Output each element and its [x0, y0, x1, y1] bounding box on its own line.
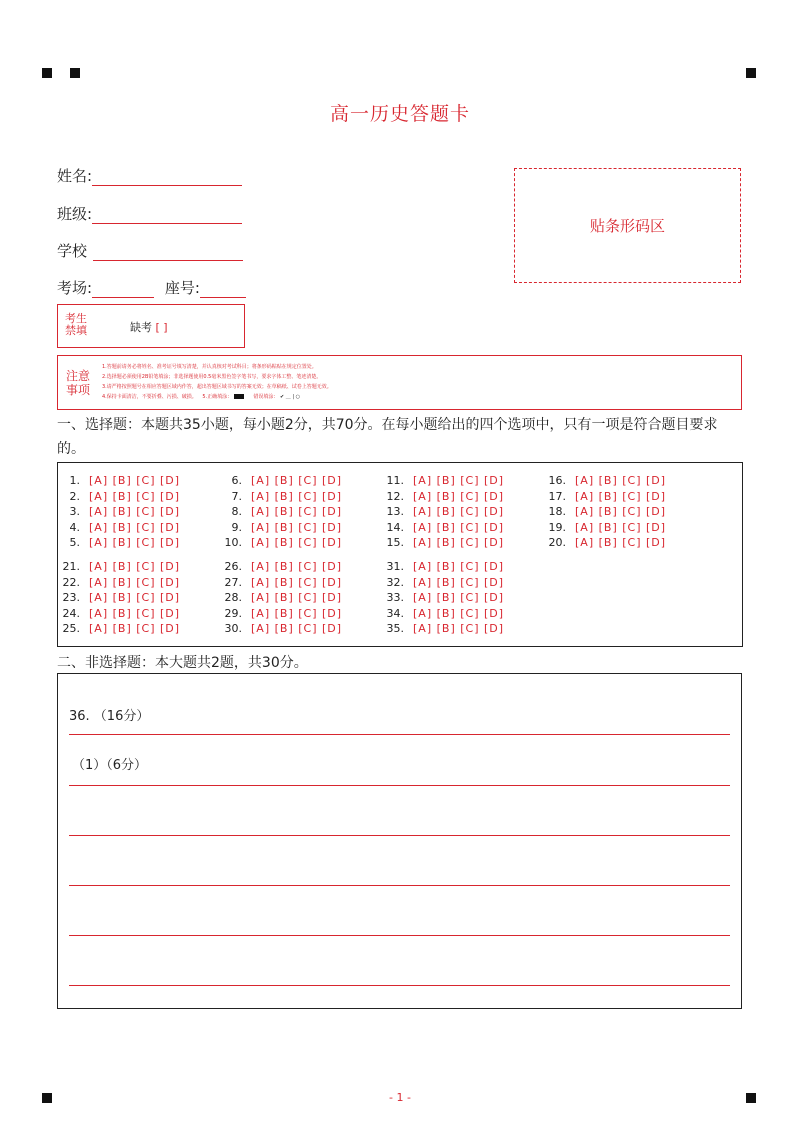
- question-8[interactable]: [220, 505, 342, 518]
- question-36-label: 36. （16分）: [69, 709, 150, 724]
- page-number: - 1 -: [389, 1091, 411, 1104]
- answer-line: [69, 734, 730, 735]
- answer-options[interactable]: [A] [B] [C] [D]: [413, 591, 505, 604]
- section2-heading: 二、非选择题：本大题共2题，共30分。: [57, 655, 308, 671]
- class-label: 班级:: [57, 205, 93, 223]
- question-number: 5.: [69, 536, 80, 549]
- question-number: 31.: [386, 560, 404, 573]
- answer-options[interactable]: [A] [B] [C] [D]: [89, 591, 181, 604]
- name-line[interactable]: [92, 169, 242, 186]
- absent-mark-box[interactable]: [ ]: [155, 321, 168, 334]
- answer-options[interactable]: [A] [B] [C] [D]: [251, 489, 343, 503]
- answer-options[interactable]: [A] [B] [C] [D]: [251, 606, 343, 620]
- notice-item: 2.选择题必须使用2B铅笔填涂；非选择题使用0.5毫米黑色签字笔书写，要求字体工整、笔迹清楚。: [102, 374, 322, 380]
- fill-wrong-label: 错误填涂：: [253, 394, 279, 400]
- answer-options[interactable]: [A] [B] [C] [D]: [89, 489, 181, 503]
- registration-mark: [746, 68, 756, 78]
- question-number: 26.: [224, 560, 242, 573]
- answer-options[interactable]: [A] [B] [C] [D]: [413, 606, 505, 620]
- question-5[interactable]: [58, 536, 180, 549]
- name-label: 姓名:: [57, 167, 93, 185]
- answer-options[interactable]: [A] [B] [C] [D]: [251, 474, 343, 487]
- question-number: 29.: [224, 606, 242, 620]
- notice-item: 3.请严格按照题号在相应答题区域内作答，超出答题区域书写的答案无效；在草稿纸、试卷上答题无效。: [102, 384, 332, 390]
- question-number: 4.: [69, 520, 80, 534]
- question-35[interactable]: [382, 622, 504, 635]
- question-1[interactable]: [58, 474, 180, 487]
- question-number: 20.: [548, 536, 566, 549]
- question-number: 23.: [62, 591, 80, 604]
- answer-line: [69, 835, 730, 836]
- room-label: 考场:: [57, 279, 93, 297]
- answer-options[interactable]: [A] [B] [C] [D]: [413, 575, 505, 589]
- question-32[interactable]: [382, 576, 504, 589]
- question-number: 13.: [386, 505, 404, 518]
- question-2[interactable]: [58, 490, 180, 503]
- registration-mark: [42, 68, 52, 78]
- notice-item-row: [102, 392, 332, 402]
- question-30[interactable]: [220, 622, 342, 635]
- question-13[interactable]: [382, 505, 504, 518]
- answer-options[interactable]: [A] [B] [C] [D]: [251, 505, 343, 518]
- question-4[interactable]: [58, 521, 180, 534]
- answer-options[interactable]: [A] [B] [C] [D]: [413, 489, 505, 503]
- question-number: 22.: [62, 575, 80, 589]
- question-11[interactable]: [382, 474, 504, 487]
- question-number: 10.: [224, 536, 242, 549]
- answer-options[interactable]: [A] [B] [C] [D]: [575, 474, 667, 487]
- notice-items: [102, 362, 332, 402]
- question-number: 6.: [231, 474, 242, 487]
- question-number: 16.: [548, 474, 566, 487]
- section1-heading: 一、选择题：本题共35小题，每小题2分，共70分。在每小题给出的四个选项中，只有一项是符合题目要求的。: [57, 417, 718, 457]
- question-29[interactable]: [220, 607, 342, 620]
- question-number: 11.: [386, 474, 404, 487]
- answer-options[interactable]: [A] [B] [C] [D]: [89, 622, 181, 635]
- question-3[interactable]: [58, 505, 180, 518]
- answer-options[interactable]: [A] [B] [C] [D]: [413, 536, 505, 549]
- room-seat-field[interactable]: [57, 277, 246, 298]
- question-number: 8.: [231, 505, 242, 518]
- question-number: 34.: [386, 606, 404, 620]
- question-number: 7.: [231, 489, 242, 503]
- answer-options[interactable]: [A] [B] [C] [D]: [413, 505, 505, 518]
- answer-options[interactable]: [A] [B] [C] [D]: [575, 489, 667, 503]
- answer-options[interactable]: [A] [B] [C] [D]: [251, 536, 343, 549]
- question-number: 19.: [548, 520, 566, 534]
- question-31[interactable]: [382, 560, 504, 573]
- class-field[interactable]: [57, 203, 242, 224]
- question-36-1-label: （1）（6分）: [72, 758, 148, 773]
- question-18[interactable]: [544, 505, 666, 518]
- absent-mark[interactable]: [130, 319, 168, 335]
- question-10[interactable]: [220, 536, 342, 549]
- question-22[interactable]: [58, 576, 180, 589]
- question-20[interactable]: [544, 536, 666, 549]
- question-7[interactable]: [220, 490, 342, 503]
- question-12[interactable]: [382, 490, 504, 503]
- answer-options[interactable]: [A] [B] [C] [D]: [89, 474, 181, 487]
- question-number: 17.: [548, 489, 566, 503]
- answer-options[interactable]: [A] [B] [C] [D]: [251, 622, 343, 635]
- notice-label: 注意事项: [66, 369, 91, 397]
- fill-correct-label: 5.正确填涂：: [202, 394, 233, 400]
- absent-box: [57, 304, 245, 348]
- notice-item: 4.保持卡面清洁，不要折叠、污损、破损。: [102, 394, 197, 400]
- barcode-area: [514, 168, 741, 283]
- multiple-choice-box: [57, 462, 743, 647]
- question-17[interactable]: [544, 490, 666, 503]
- question-number: 15.: [386, 536, 404, 549]
- question-14[interactable]: [382, 521, 504, 534]
- absent-mark-label: 缺考: [130, 321, 152, 334]
- question-6[interactable]: [220, 474, 342, 487]
- fill-correct-sample: [234, 394, 244, 399]
- school-field[interactable]: [57, 240, 243, 261]
- question-27[interactable]: [220, 576, 342, 589]
- answer-options[interactable]: [A] [B] [C] [D]: [89, 606, 181, 620]
- answer-line: [69, 935, 730, 936]
- question-25[interactable]: [58, 622, 180, 635]
- answer-options[interactable]: [A] [B] [C] [D]: [251, 591, 343, 604]
- question-number: 14.: [386, 520, 404, 534]
- question-16[interactable]: [544, 474, 666, 487]
- answer-options[interactable]: [A] [B] [C] [D]: [89, 560, 181, 573]
- question-15[interactable]: [382, 536, 504, 549]
- question-number: 35.: [386, 622, 404, 635]
- room-line[interactable]: [92, 281, 154, 298]
- question-number: 24.: [62, 606, 80, 620]
- question-number: 2.: [69, 489, 80, 503]
- question-33[interactable]: [382, 591, 504, 604]
- question-number: 27.: [224, 575, 242, 589]
- question-number: 28.: [224, 591, 242, 604]
- answer-options[interactable]: [A] [B] [C] [D]: [575, 505, 667, 518]
- question-number: 33.: [386, 591, 404, 604]
- answer-options[interactable]: [A] [B] [C] [D]: [89, 505, 181, 518]
- question-number: 25.: [62, 622, 80, 635]
- notice-item: 1.答题前请务必将姓名、准考证号填写清楚，并认真核对考试科目；将条形码粘贴在规定位置处。: [102, 364, 317, 370]
- answer-line: [69, 785, 730, 786]
- school-label: 学校: [57, 242, 88, 260]
- question-24[interactable]: [58, 607, 180, 620]
- answer-options[interactable]: [A] [B] [C] [D]: [575, 520, 667, 534]
- barcode-label: 贴条形码区: [589, 217, 665, 235]
- short-answer-box[interactable]: [57, 673, 742, 1009]
- question-number: 12.: [386, 489, 404, 503]
- question-number: 32.: [386, 575, 404, 589]
- fill-wrong-samples: ✔ ＿ | ○: [279, 394, 300, 400]
- question-21[interactable]: [58, 560, 180, 573]
- question-26[interactable]: [220, 560, 342, 573]
- answer-options[interactable]: [A] [B] [C] [D]: [251, 520, 343, 534]
- answer-line: [69, 885, 730, 886]
- answer-options[interactable]: [A] [B] [C] [D]: [413, 474, 505, 487]
- absent-box-label: 考生禁填: [65, 312, 87, 337]
- question-number: 1.: [69, 474, 80, 487]
- page-title: 高一历史答题卡: [329, 103, 470, 125]
- answer-options[interactable]: [A] [B] [C] [D]: [413, 520, 505, 534]
- registration-mark: [70, 68, 80, 78]
- answer-line: [69, 985, 730, 986]
- answer-options[interactable]: [A] [B] [C] [D]: [413, 622, 505, 635]
- answer-options[interactable]: [A] [B] [C] [D]: [251, 560, 343, 573]
- answer-options[interactable]: [A] [B] [C] [D]: [251, 575, 343, 589]
- answer-options[interactable]: [A] [B] [C] [D]: [89, 520, 181, 534]
- answer-options[interactable]: [A] [B] [C] [D]: [89, 536, 181, 549]
- question-number: 21.: [62, 560, 80, 573]
- seat-label: 座号:: [164, 279, 200, 297]
- school-line[interactable]: [93, 244, 243, 261]
- question-number: 18.: [548, 505, 566, 518]
- class-line[interactable]: [92, 207, 242, 224]
- question-number: 30.: [224, 622, 242, 635]
- name-field[interactable]: [57, 165, 242, 186]
- seat-line[interactable]: [200, 281, 246, 298]
- question-number: 9.: [231, 520, 242, 534]
- question-19[interactable]: [544, 521, 666, 534]
- answer-options[interactable]: [A] [B] [C] [D]: [413, 560, 505, 573]
- notice-box: [57, 355, 742, 410]
- question-9[interactable]: [220, 521, 342, 534]
- question-28[interactable]: [220, 591, 342, 604]
- question-number: 3.: [69, 505, 80, 518]
- answer-options[interactable]: [A] [B] [C] [D]: [89, 575, 181, 589]
- question-23[interactable]: [58, 591, 180, 604]
- answer-options[interactable]: [A] [B] [C] [D]: [575, 536, 667, 549]
- question-34[interactable]: [382, 607, 504, 620]
